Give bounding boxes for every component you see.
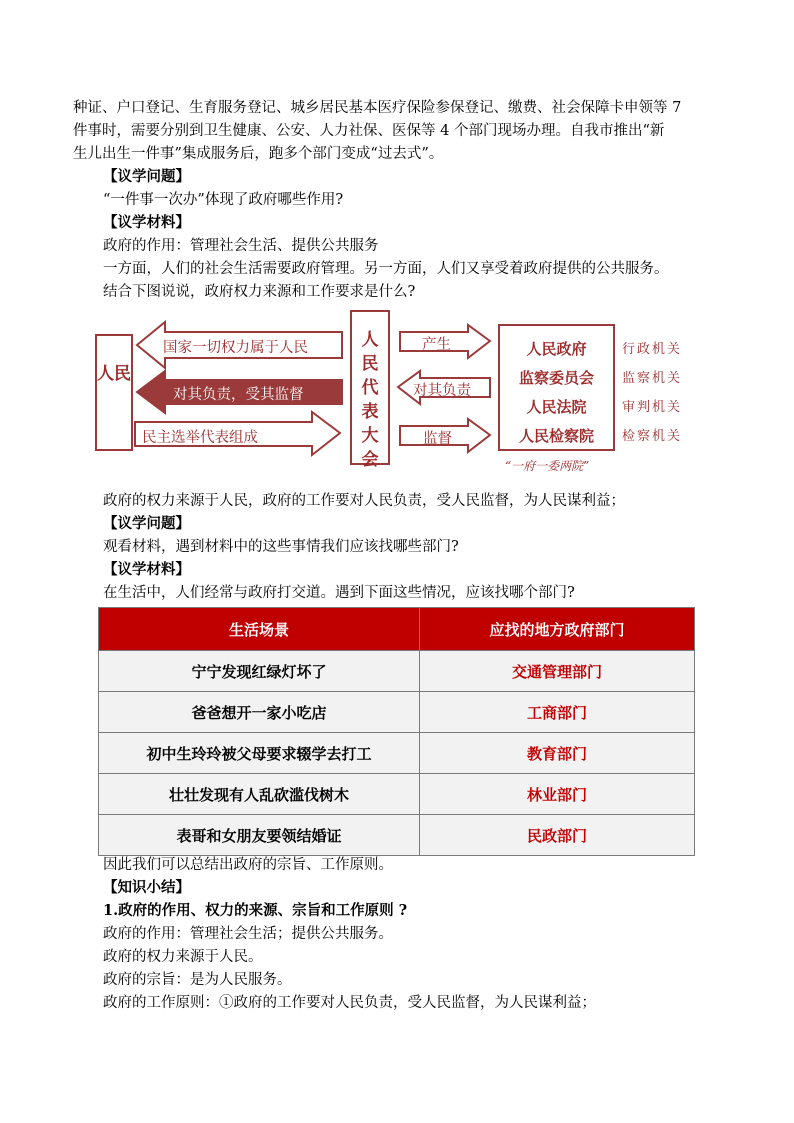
question-2: 观看材料，遇到材料中的这些事情我们应该找哪些部门? <box>103 539 459 555</box>
organ-court: 人民法院 <box>526 398 587 416</box>
intro-line-2: 件事时，需要分别到卫生健康、公安、人力社保、医保等 4 个部门现场办理。自我市推出“新 <box>73 123 665 139</box>
table-row <box>99 774 695 815</box>
department-cell: 林业部门 <box>420 774 695 815</box>
material-2: 在生活中，人们经常与政府打交道。遇到下面这些情况，应该找哪个部门? <box>103 585 575 601</box>
diagram-caption: “一府一委两院” <box>505 459 590 473</box>
congress-label: 人民代表大会 <box>361 330 379 470</box>
organ-type-supervisory: 监察机关 <box>622 371 683 386</box>
table-row <box>99 733 695 774</box>
heading-material-2: 【议学材料】 <box>103 561 190 578</box>
scenario-cell: 表哥和女朋友要领结婚证 <box>99 815 420 856</box>
heading-question-2: 【议学问题】 <box>103 515 190 532</box>
scenario-cell: 宁宁发现红绿灯坏了 <box>99 651 420 692</box>
organ-government: 人民政府 <box>526 340 587 358</box>
table-row <box>99 651 695 692</box>
congress-box <box>350 310 390 470</box>
answer-power-source: 政府的权力来源于人民，政府的工作要对人民负责，受人民监督，为人民谋利益； <box>103 493 625 509</box>
heading-summary: 【知识小结】 <box>103 879 190 896</box>
summary-role: 政府的作用：管理社会生活；提供公共服务。 <box>103 926 393 942</box>
organ-type-judicial: 审判机关 <box>622 400 683 415</box>
material-1-line-1: 政府的作用：管理社会生活、提供公共服务 <box>103 238 379 254</box>
organ-type-procuratorial: 检察机关 <box>622 429 683 444</box>
heading-material-1: 【议学材料】 <box>103 214 190 231</box>
power-structure-diagram <box>95 305 695 475</box>
arrow-label-supervise: 监督 <box>423 431 452 447</box>
conclusion: 因此我们可以总结出政府的宗旨、工作原则。 <box>103 857 393 873</box>
arrow-label-election: 民主选举代表组成 <box>142 430 258 446</box>
heading-question-1: 【议学问题】 <box>103 168 190 185</box>
department-cell: 交通管理部门 <box>420 651 695 692</box>
summary-title: 1.政府的作用、权力的来源、宗旨和工作原则 ? <box>103 902 408 919</box>
material-1-line-3: 结合下图说说，政府权力来源和工作要求是什么? <box>103 284 416 300</box>
arrow-label-power: 国家一切权力属于人民 <box>163 340 308 356</box>
department-cell: 工商部门 <box>420 692 695 733</box>
organ-procuratorate: 人民检察院 <box>518 427 594 445</box>
scenario-cell: 爸爸想开一家小吃店 <box>99 692 420 733</box>
department-cell: 民政部门 <box>420 815 695 856</box>
material-1-line-2: 一方面，人们的社会生活需要政府管理。另一方面，人们又享受着政府提供的公共服务。 <box>103 261 669 277</box>
organ-supervisory-commission: 监察委员会 <box>518 369 594 387</box>
organ-type-administrative: 行政机关 <box>622 342 683 357</box>
table-row <box>99 815 695 856</box>
table-row <box>99 692 695 733</box>
header-department: 应找的地方政府部门 <box>420 608 695 651</box>
department-cell: 教育部门 <box>420 733 695 774</box>
people-box <box>95 334 133 451</box>
scenario-cell: 壮壮发现有人乱砍滥伐树木 <box>99 774 420 815</box>
people-label: 人民 <box>97 364 131 384</box>
header-scenario: 生活场景 <box>99 608 420 651</box>
summary-purpose: 政府的宗旨：是为人民服务。 <box>103 972 292 988</box>
table-header-row <box>99 608 695 651</box>
arrow-label-responsible-supervised: 对其负责，受其监督 <box>173 387 304 403</box>
summary-source: 政府的权力来源于人民。 <box>103 949 263 965</box>
intro-line-3: 生儿出生一件事”集成服务后，跑多个部门变成“过去式”。 <box>73 146 444 162</box>
organs-box <box>498 324 615 451</box>
department-table <box>98 607 695 856</box>
scenario-cell: 初中生玲玲被父母要求辍学去打工 <box>99 733 420 774</box>
summary-principle: 政府的工作原则：①政府的工作要对人民负责，受人民监督，为人民谋利益； <box>103 995 596 1011</box>
intro-line-1: 种证、户口登记、生育服务登记、城乡居民基本医疗保险参保登记、缴费、社会保障卡申领等 7 <box>73 100 682 116</box>
arrow-label-produce: 产生 <box>422 337 451 353</box>
question-1: “一件事一次办”体现了政府哪些作用? <box>103 192 344 208</box>
arrow-label-responsible: 对其负责 <box>413 383 471 399</box>
